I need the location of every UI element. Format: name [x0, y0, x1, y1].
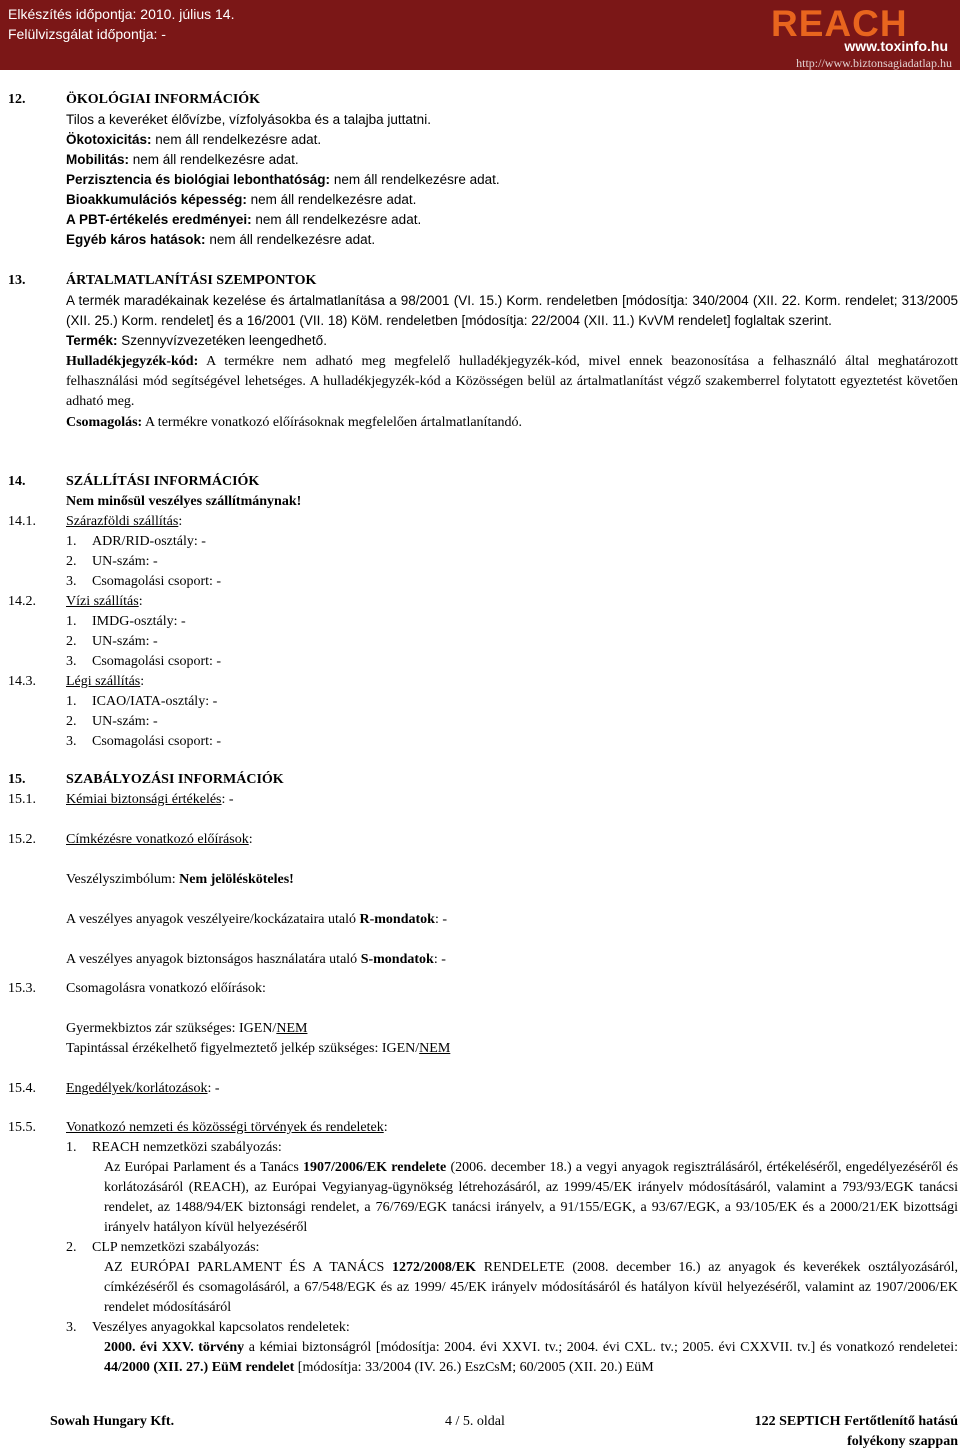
eco-item-label: Ökotoxicitás: — [66, 132, 152, 147]
child-lock-text: Gyermekbiztos zár szükséges: IGEN/ — [66, 1021, 277, 1036]
created-date: Elkészítés időpontja: 2010. július 14. — [8, 6, 235, 22]
page-number: 4 / 5. oldal — [445, 1414, 505, 1429]
r-phrases: R-mondatok — [359, 912, 435, 927]
transport-item-text: ADR/RID-osztály: - — [92, 534, 206, 549]
list-marker: 1. — [66, 1140, 77, 1155]
product-name-line1: 122 SEPTICH Fertőtlenítő hatású — [754, 1414, 958, 1429]
product-name — [755, 1412, 958, 1452]
section-title: ÖKOLÓGIAI INFORMÁCIÓK — [66, 92, 261, 107]
subsection-title: Címkézésre vonatkozó előírások — [66, 832, 249, 847]
r-prefix: A veszélyes anyagok veszélyeire/kockázataira utaló — [66, 912, 356, 927]
subsection-number: 15.2. — [8, 832, 36, 847]
transport-group-title: Vízi szállítás — [66, 594, 139, 609]
eco-item — [8, 130, 958, 150]
eco-item — [8, 210, 958, 230]
list-marker: 2. — [66, 554, 77, 569]
eco-item-label: A PBT-értékelés eredményei: — [66, 212, 252, 227]
transport-item-text: Csomagolási csoport: - — [92, 574, 222, 589]
eco-item-label: Mobilitás: — [66, 152, 129, 167]
transport-group-title: Szárazföldi szállítás — [66, 514, 179, 529]
list-marker: 3. — [66, 654, 77, 669]
eco-item-value: nem áll rendelkezésre adat. — [333, 172, 500, 187]
product-label: Termék: — [66, 333, 118, 348]
section-number: 12. — [8, 92, 26, 107]
transport-group-number: 14.3. — [8, 674, 36, 689]
tactile-nem: NEM — [419, 1041, 451, 1056]
section-title: SZÁLLÍTÁSI INFORMÁCIÓK — [66, 474, 260, 489]
transport-item-text: UN-szám: - — [92, 554, 158, 569]
s-phrases: S-mondatok — [360, 952, 434, 967]
subsection-suffix: : - — [221, 792, 234, 807]
transport-group-number: 14.1. — [8, 514, 36, 529]
subsection-title: Kémiai biztonsági értékelés — [66, 792, 222, 807]
transport-item-text: UN-szám: - — [92, 634, 158, 649]
hazard-paragraph: 2000. évi XXV. törvény a kémiai biztonságról [módosítja: 2004. évi XXVI. tv.; 2004. évi CXL. tv.; 2005. évi CXXVII. tv.] és vonatkozó rendeletei: 44/2000 (XII. 27.) EüM rendelet [módosítja: 33/2004 (IV. 26.) EszCsM; 60/2005 (XII. 20.) EüM — [104, 1340, 958, 1375]
eco-item-label: Bioakkumulációs képesség: — [66, 192, 247, 207]
clp-heading: CLP nemzetközi szabályozás: — [92, 1240, 260, 1255]
eco-item-value: nem áll rendelkezésre adat. — [250, 192, 417, 207]
waste-paragraph — [8, 352, 958, 412]
transport-group-number: 14.2. — [8, 594, 36, 609]
child-lock-nem: NEM — [276, 1021, 308, 1036]
list-marker: 3. — [66, 1320, 77, 1335]
list-marker: 2. — [66, 714, 77, 729]
list-marker: 2. — [66, 634, 77, 649]
hazard-heading: Veszélyes anyagokkal kapcsolatos rendeletek: — [92, 1320, 350, 1335]
eco-item-value: nem áll rendelkezésre adat. — [209, 232, 376, 247]
subsection-number: 15.5. — [8, 1120, 36, 1135]
clp-paragraph: AZ EURÓPAI PARLAMENT ÉS A TANÁCS 1272/2008/EK RENDELETE (2008. december 16.) az anyagok és keverékek osztályozásáról, címkézéséről és csomagolásáról, a 67/548/EGK és az 1999/ 45/EK irányelv módosításáról és hatályon kívül helyezéséről, valamint az 1907/2006/EK rendelet módosításáról — [104, 1260, 959, 1315]
eco-item-value: nem áll rendelkezésre adat. — [255, 212, 422, 227]
header-dates — [8, 4, 234, 44]
logo-text: REACH — [771, 3, 908, 44]
transport-item — [8, 552, 958, 572]
section-number: 15. — [8, 772, 26, 787]
eco-item — [8, 150, 958, 170]
subsection-number: 15.3. — [8, 981, 36, 996]
transport-item-text: ICAO/IATA-osztály: - — [92, 694, 218, 709]
transport-item — [8, 532, 958, 552]
intro-text: Tilos a keveréket élővízbe, vízfolyásokba és a talajba juttatni. — [66, 112, 431, 127]
eco-item-value: nem áll rendelkezésre adat. — [155, 132, 322, 147]
waste-value: A termékre nem adható meg megfelelő hulladékjegyzék-kód, mivel ennek beazonosítása a felhasználó által meghatározott felhasználási mód segítségével lehetséges. A hulladékjegyzék-kód a Közösségen belül az ártalmatlanítást végző szakemberrel folytatott egyeztetést követően adható meg. — [66, 354, 958, 409]
s-prefix: A veszélyes anyagok biztonságos használatára utaló — [66, 952, 358, 967]
section-15: 15. SZABÁLYOZÁSI INFORMÁCIÓK 15.1. Kémiai biztonsági értékelés: - 15.2. Címkézésre vonatkozó előírások: Veszélyszimbólum: Nem jelölésköteles! A veszélyes anyagok veszélyeire/kockázataira utaló R-mondatok: - A veszélyes anyagok biztonságos használatára utaló S-mondatok: - 15.3. Csomagolásra vonatkozó előírások: Gyermekbiztos zár szükséges: IGEN/NEM Tapintással érzékelhető figyelmeztető jelkép szükséges: IGEN/NEM 15.4. Engedélyek/korlátozások: - 15.5. Vonatkozó nemzeti és közösségi törvények és rendeletek: 1. REACH nemzetközi szabályozás: Az Európai Parlament és a Tanács 1907/2006/EK rendelete (2006. december 18.) a vegyi anyagok regisztrálásáról, értékeléséről, engedélyezéséről és korlátozásáról (REACH), az Európai Vegyianyag-ügynökség létrehozásáról, az 1999/45/EK irányelv módosításáról, valamint a 793/93/EGK tanácsi rendelet, az 1488/94/EK biztonsági rendelet, a 76/769/EGK tanácsi irányelv, a 91/155/EGK, a 93/67/EGK, a 93/105/EK és a 2000/21/EK bizottsági irányelv hatályon kívül helyezéséről 2. CLP nemzetközi szabályozás: AZ EURÓPAI PARLAMENT ÉS A TANÁCS 1272/2008/EK RENDELETE (2008. december 16.) az anyagok és keverékek osztályozásáról, címkézéséről és csomagolásáról, a 67/548/EGK és az 1999/ 45/EK irányelv módosításáról és hatályon kívül helyezéséről, valamint az 1907/2006/EK rendelet módosításáról 3. Veszélyes anyagokkal kapcsolatos rendeletek: 2000. évi XXV. törvény a kémiai biztonságról [módosítja: 2004. évi XXVI. tv.; 2004. évi CXL. tv.; 2005. évi CXXVII. tv.] és vonatkozó rendeletei: 44/2000 (XII. 27.) EüM rendelet [módosítja: 33/2004 (IV. 26.) EszCsM; 60/2005 (XII. 20.) EüM — [8, 770, 958, 1378]
transport-group-heading: 14.1. Szárazföldi szállítás: — [8, 512, 958, 532]
transport-item — [8, 612, 958, 632]
section-13 — [8, 271, 958, 433]
list-marker: 1. — [66, 534, 77, 549]
list-marker: 2. — [66, 1240, 77, 1255]
transport-item-text: Csomagolási csoport: - — [92, 654, 222, 669]
section-subtitle: Nem minősül veszélyes szállítmánynak! — [66, 494, 302, 509]
reach-heading: REACH nemzetközi szabályozás: — [92, 1140, 282, 1155]
section-12 — [8, 90, 958, 250]
waste-label: Hulladékjegyzék-kód: — [66, 354, 199, 369]
page-footer — [0, 1410, 960, 1451]
packaging-label: Csomagolás: — [66, 415, 143, 430]
tactile-text: Tapintással érzékelhető figyelmeztető jelkép szükséges: IGEN/ — [66, 1041, 420, 1056]
r-suffix: : - — [434, 912, 448, 927]
revision-date: Felülvizsgálat időpontja: - — [8, 26, 166, 42]
subsection-title: Csomagolásra vonatkozó előírások: — [66, 981, 266, 996]
symbol-label: Veszélyszimbólum: — [66, 872, 176, 887]
transport-group-title: Légi szállítás — [66, 674, 141, 689]
list-marker: 3. — [66, 734, 77, 749]
list-marker: 1. — [66, 694, 77, 709]
transport-item-text: Csomagolási csoport: - — [92, 734, 222, 749]
subsection-suffix: : - — [207, 1081, 220, 1096]
transport-item — [8, 572, 958, 592]
biztonsagiadatlap-link[interactable]: http://www.biztonsagiadatlap.hu — [796, 56, 952, 70]
section-title: SZABÁLYOZÁSI INFORMÁCIÓK — [66, 772, 284, 787]
page-header — [0, 0, 960, 70]
eco-item-label: Egyéb káros hatások: — [66, 232, 206, 247]
transport-item — [8, 712, 958, 732]
transport-item-text: UN-szám: - — [92, 714, 158, 729]
transport-item — [8, 692, 958, 712]
transport-group-heading: 14.2. Vízi szállítás: — [8, 592, 958, 612]
section-title: ÁRTALMATLANÍTÁSI SZEMPONTOK — [66, 273, 317, 288]
eco-item-label: Perzisztencia és biológiai lebonthatóság: — [66, 172, 331, 187]
section-number: 13. — [8, 273, 26, 288]
reach-paragraph: Az Európai Parlament és a Tanács 1907/2006/EK rendelete (2006. december 18.) a vegyi anyagok regisztrálásáról, értékeléséről, engedélyezéséről és korlátozásáról (REACH), az Európai Vegyianyag-ügynökség létrehozásáról, az 1999/45/EK irányelv módosításáról, valamint a 793/93/EGK tanácsi rendelet, az 1488/94/EK biztonsági rendelet, a 76/769/EGK tanácsi irányelv, a 91/155/EGK, a 93/67/EGK, a 93/105/EK és a 2000/21/EK bizottsági irányelv hatályon kívül helyezéséről — [104, 1160, 959, 1235]
company-name: Sowah Hungary Kft. — [50, 1414, 175, 1429]
eco-item — [8, 190, 958, 210]
eco-item-value: nem áll rendelkezésre adat. — [132, 152, 299, 167]
product-value: Szennyvízvezetéken leengedhető. — [121, 333, 327, 348]
section-14 — [8, 472, 958, 752]
packaging-value: A termékre vonatkozó előírásoknak megfelelően ártalmatlanítandó. — [144, 415, 523, 430]
list-marker: 1. — [66, 614, 77, 629]
disposal-paragraph: A termék maradékainak kezelése és ártalmatlanítása a 98/2001 (VI. 15.) Korm. rendeletben [módosítja: 340/2004 (XII. 22. Korm. rendelet; 313/2005 (XII. 25.) Korm. rendelet] és a 16/2001 (VII. 18) KöM. rendeletben [módosítja: 22/2004 (XII. 11.) KvVM rendelet] foglaltak szerint. — [66, 293, 958, 328]
transport-item — [8, 652, 958, 672]
transport-item — [8, 732, 958, 752]
symbol-value: Nem jelölésköteles! — [179, 872, 294, 887]
transport-item — [8, 632, 958, 652]
product-name-line2: folyékony szappan — [847, 1434, 958, 1449]
transport-item-text: IMDG-osztály: - — [92, 614, 186, 629]
subsection-number: 15.1. — [8, 792, 36, 807]
section-number: 14. — [8, 474, 26, 489]
list-marker: 3. — [66, 574, 77, 589]
eco-item — [8, 170, 958, 190]
transport-group-heading: 14.3. Légi szállítás: — [8, 672, 958, 692]
subsection-number: 15.4. — [8, 1081, 36, 1096]
eco-item — [8, 230, 958, 250]
subsection-title: Vonatkozó nemzeti és közösségi törvények és rendeletek — [66, 1120, 384, 1135]
toxinfo-link[interactable]: www.toxinfo.hu — [844, 38, 948, 54]
s-suffix: : - — [433, 952, 446, 967]
subsection-title: Engedélyek/korlátozások — [66, 1081, 208, 1096]
